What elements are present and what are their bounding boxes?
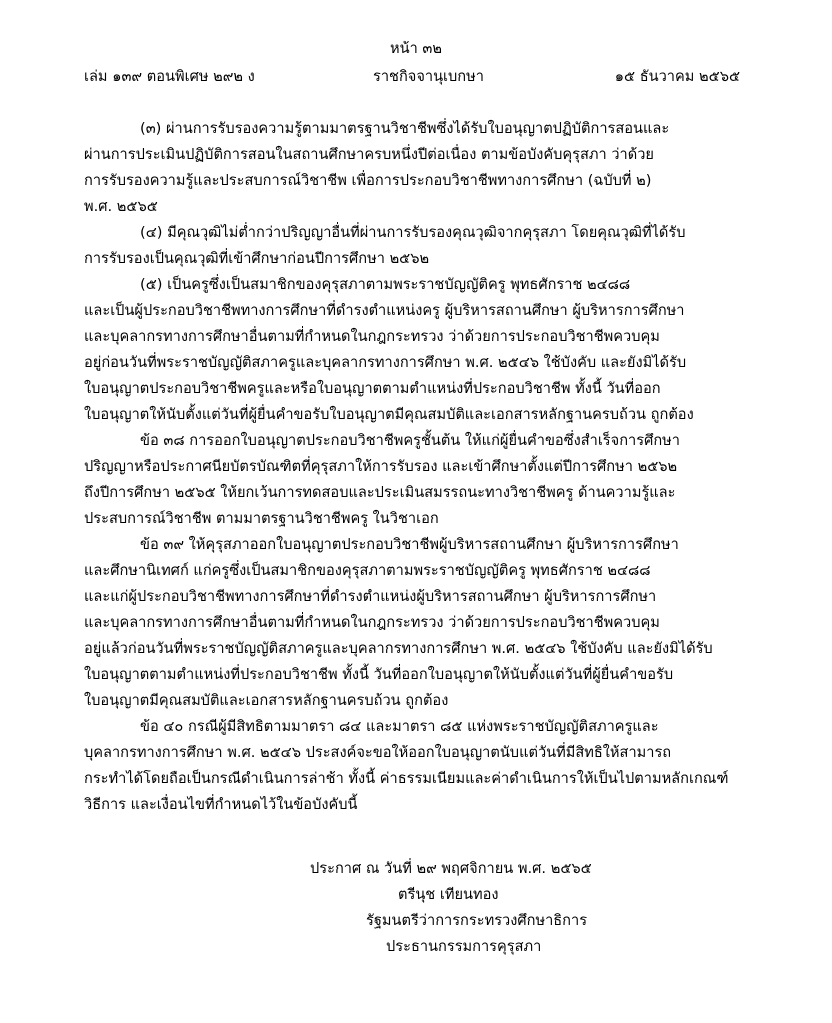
page-number: หน้า ๓๒ xyxy=(390,40,443,57)
body-line: ใบอนุญาตมีคุณสมบัติและเอกสารหลักฐานครบถ้วน ถูกต้อง xyxy=(84,692,449,709)
body-line: ใบอนุญาตตามตำแหน่งที่ประกอบวิชาชีพ ทั้งนี้ วันที่ออกใบอนุญาตให้นับตั้งแต่วันที่ผู้ยื่นคำขอรับ xyxy=(84,666,674,683)
body-line: ใบอนุญาตให้นับตั้งแต่วันที่ผู้ยื่นคำขอรับใบอนุญาตมีคุณสมบัติและเอกสารหลักฐานครบถ้วน ถูกต้อง xyxy=(84,406,694,423)
body-line: ผ่านการประเมินปฏิบัติการสอนในสถานศึกษาครบหนึ่งปีต่อเนื่อง ตามข้อบังคับคุรุสภา ว่าด้วย xyxy=(84,146,654,163)
body-line: พ.ศ. ๒๕๖๕ xyxy=(84,198,158,215)
body-line: และศึกษานิเทศก์ แก่ครูซึ่งเป็นสมาชิกของคุรุสภาตามพระราชบัญญัติครู พุทธศักราช ๒๔๘๘ xyxy=(84,562,651,579)
body-line: และบุคลากรทางการศึกษาอื่นตามที่กำหนดในกฎกระทรวง ว่าด้วยการประกอบวิชาชีพควบคุม xyxy=(84,328,660,345)
signatory-title-2: ประธานกรรมการคุรุสภา xyxy=(386,938,542,955)
body-line: และเป็นผู้ประกอบวิชาชีพทางการศึกษาที่ดำรงตำแหน่งครู ผู้บริหารสถานศึกษา ผู้บริหารการศึกษา xyxy=(84,302,685,319)
body-line: (๕) เป็นครูซึ่งเป็นสมาชิกของคุรุสภาตามพระราชบัญญัติครู พุทธศักราช ๒๔๘๘ xyxy=(140,276,631,293)
body-line: (๔) มีคุณวุฒิไม่ต่ำกว่าปริญญาอื่นที่ผ่านการรับรองคุณวุฒิจากคุรุสภา โดยคุณวุฒิที่ได้รับ xyxy=(140,224,686,241)
body-line: และบุคลากรทางการศึกษาอื่นตามที่กำหนดในกฎกระทรวง ว่าด้วยการประกอบวิชาชีพควบคุม xyxy=(84,614,660,631)
body-line: (๓) ผ่านการรับรองความรู้ตามมาตรฐานวิชาชีพซึ่งได้รับใบอนุญาตปฏิบัติการสอนและ xyxy=(140,120,670,137)
body-line: และแก่ผู้ประกอบวิชาชีพทางการศึกษาที่ดำรงตำแหน่งผู้บริหารสถานศึกษา ผู้บริหารการศึกษา xyxy=(84,588,657,605)
body-line: ข้อ ๓๘ การออกใบอนุญาตประกอบวิชาชีพครูชั้นต้น ให้แก่ผู้ยื่นคำขอซึ่งสำเร็จการศึกษา xyxy=(140,432,680,449)
body-line: การรับรองความรู้และประสบการณ์วิชาชีพ เพื่อการประกอบวิชาชีพทางการศึกษา (ฉบับที่ ๒) xyxy=(84,172,652,189)
body-line: อยู่ก่อนวันที่พระราชบัญญัติสภาครูและบุคลากรทางการศึกษา พ.ศ. ๒๕๔๖ ใช้บังคับ และยังมิได้รับ xyxy=(84,354,687,371)
body-line: ใบอนุญาตประกอบวิชาชีพครูและหรือใบอนุญาตตามตำแหน่งที่ประกอบวิชาชีพ ทั้งนี้ วันที่ออก xyxy=(84,380,661,397)
body-line: ถึงปีการศึกษา ๒๕๖๕ ให้ยกเว้นการทดสอบและประเมินสมรรถนะทางวิชาชีพครู ด้านความรู้และ xyxy=(84,484,676,501)
body-line: วิธีการ และเงื่อนไขที่กำหนดไว้ในข้อบังคับนี้ xyxy=(84,796,358,813)
volume-info: เล่ม ๑๓๙ ตอนพิเศษ ๒๙๒ ง xyxy=(84,68,255,85)
body-line: บุคลากรทางการศึกษา พ.ศ. ๒๕๔๖ ประสงค์จะขอให้ออกใบอนุญาตนับแต่วันที่มีสิทธิให้สามารถ xyxy=(84,744,672,761)
body-line: อยู่แล้วก่อนวันที่พระราชบัญญัติสภาครูและบุคลากรทางการศึกษา พ.ศ. ๒๕๔๖ ใช้บังคับ และยังมิได้รับ xyxy=(84,640,713,657)
signatory-title: รัฐมนตรีว่าการกระทรวงศึกษาธิการ xyxy=(366,912,588,929)
body-line: กระทำได้โดยถือเป็นกรณีดำเนินการล่าช้า ทั้งนี้ ค่าธรรมเนียมและค่าดำเนินการให้เป็นไปตามหลักเกณฑ์ xyxy=(84,770,729,787)
body-line: การรับรองเป็นคุณวุฒิที่เข้าศึกษาก่อนปีการศึกษา ๒๕๖๒ xyxy=(84,250,430,267)
body-line: ข้อ ๓๙ ให้คุรุสภาออกใบอนุญาตประกอบวิชาชีพผู้บริหารสถานศึกษา ผู้บริหารการศึกษา xyxy=(140,536,679,553)
body-line: ข้อ ๔๐ กรณีผู้มีสิทธิตามมาตรา ๘๔ และมาตรา ๘๕ แห่งพระราชบัญญัติสภาครูและ xyxy=(140,718,659,735)
body-line: ประสบการณ์วิชาชีพ ตามมาตรฐานวิชาชีพครู ในวิชาเอก xyxy=(84,510,439,527)
publication-name: ราชกิจจานุเบกษา xyxy=(373,68,484,85)
publication-date: ๑๕ ธันวาคม ๒๕๖๕ xyxy=(614,68,740,85)
body-line: ปริญญาหรือประกาศนียบัตรบัณฑิตที่คุรุสภาให้การรับรอง และเข้าศึกษาตั้งแต่ปีการศึกษา ๒๕๖๒ xyxy=(84,458,678,475)
announcement-date: ประกาศ ณ วันที่ ๒๙ พฤศจิกายน พ.ศ. ๒๕๖๕ xyxy=(310,860,592,877)
signatory-name: ตรีนุช เทียนทอง xyxy=(398,886,499,903)
